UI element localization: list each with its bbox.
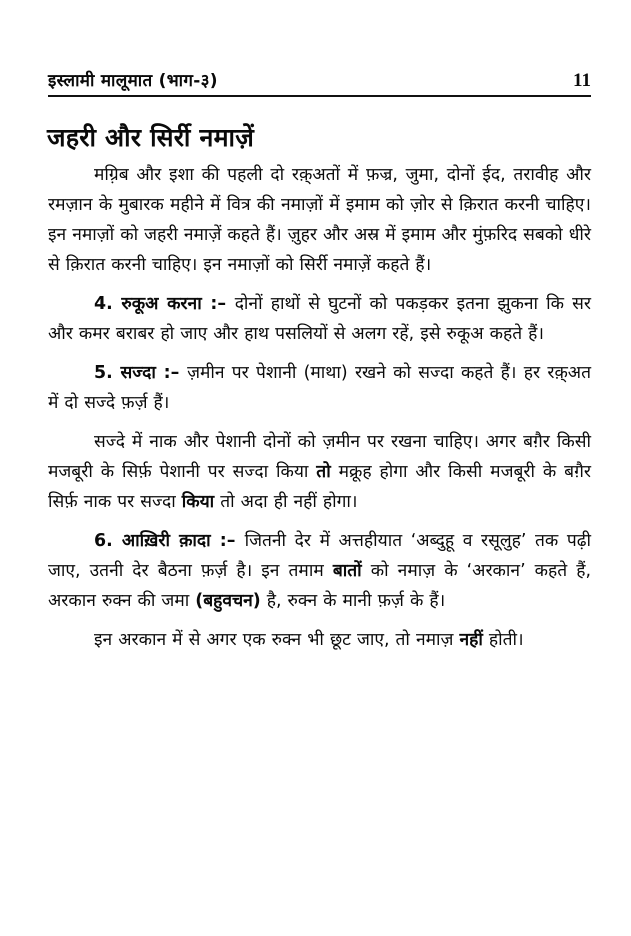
paragraph-p-ruku: [48, 289, 591, 349]
paragraph-p-aakhiri-qaada-run-4: (बहुवचन): [195, 591, 261, 611]
section-title: जहरी और सिर्री नमाज़ें: [47, 122, 254, 152]
paragraph-p-sajda-detail-run-3: किया: [181, 492, 215, 512]
paragraph-p-sajda-detail-run-4: तो अदा ही नहीं होगा।: [214, 492, 358, 512]
paragraph-p-sajda-run-0: 5. सज्दा :–: [94, 363, 188, 383]
paragraph-p-aakhiri-qaada-run-3: को नमाज़ के ‘अरकान’ कहते हैं, अरकान रुक्न की जमा: [48, 561, 592, 611]
paragraph-p-aakhiri-qaada-run-2: बातों: [332, 561, 362, 581]
page-number: 11: [573, 70, 591, 91]
paragraph-p-closing: [48, 625, 591, 655]
paragraph-p-aakhiri-qaada-run-5: है, रुक्न के मानी फ़र्ज़ के हैं।: [260, 591, 446, 611]
running-head-title: इस्लामी मालूमात (भाग-३): [48, 71, 218, 91]
paragraph-p-sajda-detail-run-0: सज्दे में नाक और पेशानी दोनों को ज़मीन पर रखना चाहिए। अगर बग़ैर किसी मजबूरी के सिर्फ़ पेशानी पर सज्दा किया: [48, 432, 591, 482]
paragraph-p-closing-run-1: नहीं: [459, 630, 483, 650]
paragraph-p-ruku-run-1: दोनों हाथों से घुटनों को पकड़कर इतना झुकना कि सर और कमर बराबर हो जाए और हाथ पसलियों से अलग रहें, इसे रुकूअ कहते हैं।: [48, 294, 591, 344]
paragraph-p-closing-run-2: होती।: [482, 630, 524, 650]
paragraph-p-aakhiri-qaada-run-1: जितनी देर में अत्तहीयात ‘अब्दुहू व रसूलुह’ तक पढ़ी जाए, उतनी देर बैठना फ़र्ज़ है। इन तमाम: [48, 531, 592, 581]
paragraph-p-aakhiri-qaada-run-0: 6. आख़िरी क़ादा :–: [94, 531, 245, 551]
paragraph-p-sajda-detail-run-1: तो: [316, 462, 331, 482]
paragraph-p-sajda-run-1: ज़मीन पर पेशानी (माथा) रखने को सज्दा कहते हैं। हर रक़्अत में दो सज्दे फ़र्ज़ हैं।: [48, 363, 591, 413]
paragraph-p-jahri-sirri-run-0: मग़्रिब और इशा की पहली दो रक़्अतों में फ़ज्र, जुमा, दोनों ईद, तरावीह और रमज़ान के मुबारक महीने में वित्र की नमाज़ों में इमाम को ज़ोर से क़िरात करनी चाहिए। इन नमाज़ों को जहरी नमाज़ें कहते हैं। ज़ुहर और अस्र में इमाम और मुंफ़रिद सबको धीरे से क़िरात करनी चाहिए। इन नमाज़ों को सिर्री नमाज़ें कहते हैं।: [48, 165, 592, 275]
paragraph-p-aakhiri-qaada: [48, 526, 591, 616]
paragraph-p-sajda: [48, 358, 591, 418]
body-text-column: [48, 160, 591, 655]
paragraph-p-sajda-detail-run-2: मक्रूह होगा और किसी मजबूरी के बग़ैर सिर्फ़ नाक पर सज्दा: [48, 462, 591, 512]
running-head: [48, 68, 591, 92]
paragraph-p-sajda-detail: [48, 427, 591, 517]
paragraph-p-ruku-run-0: 4. रुकूअ करना :–: [94, 294, 235, 314]
header-divider: [48, 95, 591, 97]
paragraph-p-jahri-sirri: [48, 160, 591, 280]
paragraph-p-closing-run-0: इन अरकान में से अगर एक रुक्न भी छूट जाए, तो नमाज़: [94, 630, 460, 650]
